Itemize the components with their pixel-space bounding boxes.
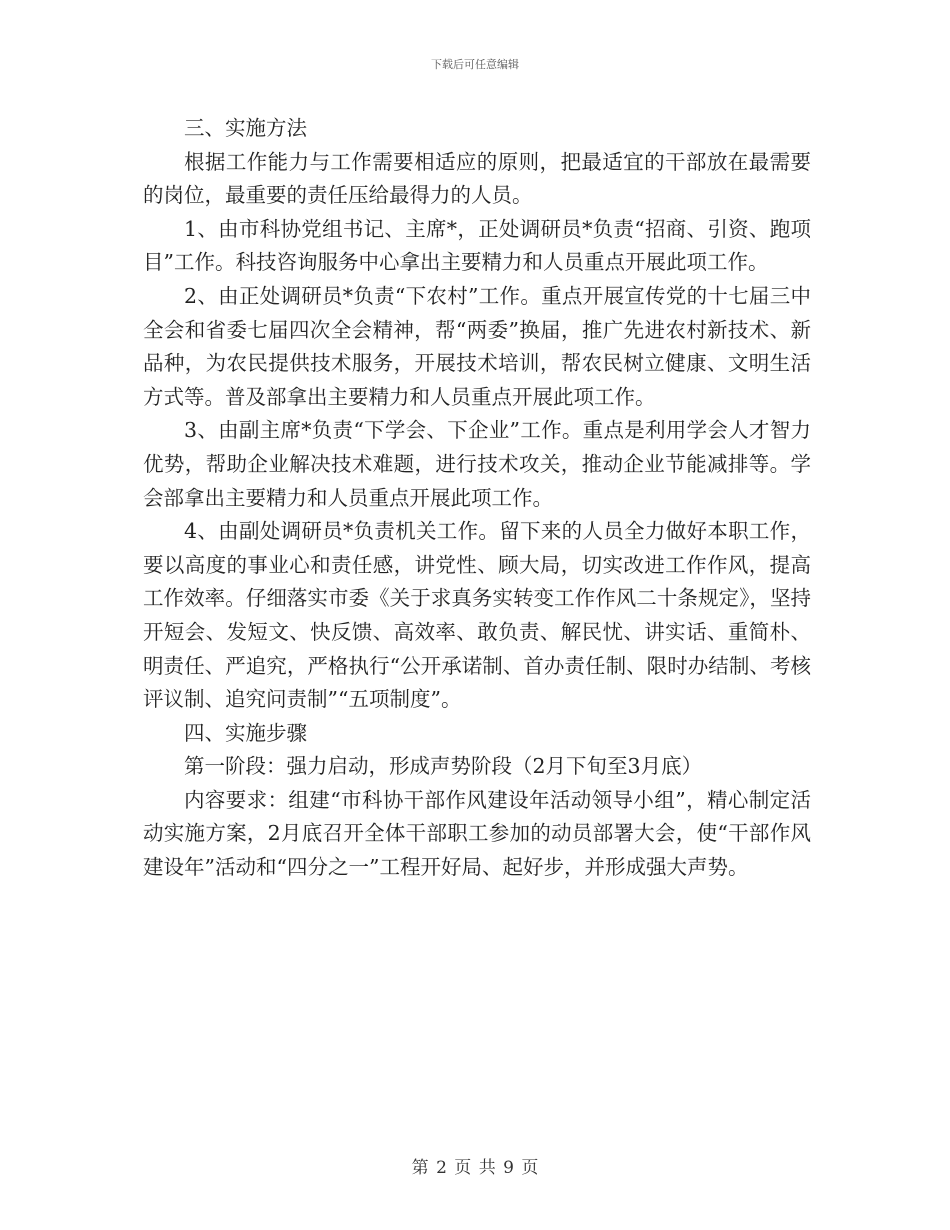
section-heading-steps: 四、实施步骤 — [184, 720, 307, 745]
page-footer: 第 2 页 共 9 页 — [411, 1158, 539, 1178]
paragraph-requirements: 内容要求：组建“市科协干部作风建设年活动领导小组”，精心制定活动实施方案，2月底召开全体干部职工参加的动员部署大会，使“干部作风建设年”活动和“四分之一”工程开好局、起好步，并形成强大声势。 — [143, 787, 811, 880]
paragraph-item-1: 1、由市科协党组书记、主席*，正处调研员*负责“招商、引资、跑项目”工作。科技咨询服务中心拿出主要精力和人员重点开展此项工作。 — [143, 216, 811, 275]
paragraph-item-2: 2、由正处调研员*负责“下农村”工作。重点开展宣传党的十七届三中全会和省委七届四次全会精神，帮“两委”换届，推广先进农村新技术、新品种，为农民提供技术服务，开展技术培训，帮农民树立健康、文明生活方式等。普及部拿出主要精力和人员重点开展此项工作。 — [143, 283, 811, 409]
paragraph-stage-1: 第一阶段：强力启动，形成声势阶段（2月下旬至3月底） — [184, 754, 703, 779]
paragraph-item-4: 4、由副处调研员*负责机关工作。留下来的人员全力做好本职工作，要以高度的事业心和责任感，讲党性、顾大局，切实改进工作作风，提高工作效率。仔细落实市委《关于求真务实转变工作作风二十条规定》，坚持开短会、发短文、快反馈、高效率、敢负责、解民忧、讲实话、重简朴、明责任、严追究，严格执行“公开承诺制、首办责任制、限时办结制、考核评议制、追究问责制”“五项制度”。 — [143, 519, 811, 712]
page-header: 下载后可任意编辑 — [431, 58, 519, 71]
section-heading-methods: 三、实施方法 — [184, 116, 307, 140]
paragraph-item-3: 3、由副主席*负责“下学会、下企业”工作。重点是利用学会人才智力优势，帮助企业解决技术难题，进行技术攻关，推动企业节能减排等。学会部拿出主要精力和人员重点开展此项工作。 — [143, 418, 811, 510]
paragraph-principle: 根据工作能力与工作需要相适应的原则，把最适宜的干部放在最需要的岗位，最重要的责任压给最得力的人员。 — [143, 149, 811, 208]
document-body — [143, 112, 811, 885]
